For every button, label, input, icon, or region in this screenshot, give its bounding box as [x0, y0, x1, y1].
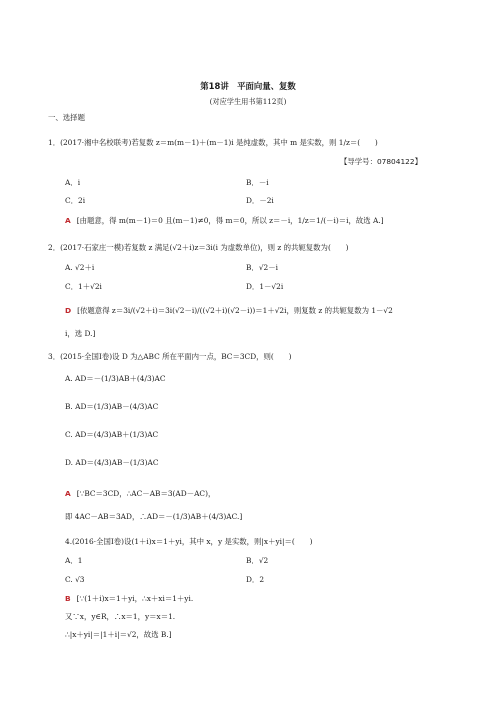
question-4-option-d: D．2	[246, 575, 265, 584]
page-subtitle: (对应学生用书第112页)	[209, 97, 287, 106]
question-4-answer: B	[65, 594, 71, 603]
question-3-option-c: C. AD＝(4/3)AB＋(1/3)AC	[65, 430, 159, 439]
question-4-option-a: A．1	[65, 556, 83, 565]
question-4-solution	[65, 594, 193, 604]
question-3-solution-line-2: 即 4AC－AB＝3AD，∴AD＝－(1/3)AB＋(4/3)AC.]	[65, 512, 243, 521]
question-2-option-a: A. √2＋i	[65, 263, 95, 272]
page-title: 第18讲 平面向量、复数	[200, 81, 296, 91]
question-3-solution-line-1: [∵BC＝3CD，∴AC－AB＝3(AD－AC)，	[76, 489, 216, 498]
question-1-solution	[65, 216, 384, 226]
question-1-answer: A	[65, 216, 71, 225]
question-1-option-d: D．－2i	[246, 196, 274, 205]
question-2-stem: 2．(2017·石家庄一模)若复数 z 满足(√2＋i)z＝3i(i 为虚数单位)，则 z 的共轭复数为( )	[48, 243, 349, 252]
question-3-option-b: B. AD＝(1/3)AB－(4/3)AC	[65, 402, 159, 411]
question-1-solution-text: [由题意，得 m(m－1)＝0 且(m－1)≠0，得 m＝0，所以 z＝－i，1/z＝1/(－i)＝i，故选 A.]	[76, 216, 384, 225]
question-4-solution-line-3: ∴|x＋yi|＝|1＋i|＝√2，故选 B.]	[65, 630, 172, 639]
question-1-option-a: A．i	[65, 178, 81, 187]
question-1-stem: 1．(2017·湘中名校联考)若复数 z＝m(m－1)＋(m－1)i 是纯虚数，其中 m 是实数，则 1/z＝( )	[48, 138, 378, 147]
question-3-option-a: A. AD＝－(1/3)AB＋(4/3)AC	[65, 374, 166, 383]
question-4-option-c: C. √3	[65, 575, 85, 584]
question-1-option-b: B．－i	[246, 178, 269, 187]
question-4-stem: 4.(2016·全国Ⅰ卷)设(1＋i)x＝1＋yi，其中 x，y 是实数，则|x＋yi|＝( )	[65, 537, 313, 546]
question-3-option-d: D. AD＝(4/3)AB－(1/3)AC	[65, 458, 159, 467]
question-2-option-b: B．√2－i	[246, 263, 278, 272]
question-2-option-c: C．1＋√2i	[65, 282, 102, 291]
question-3-stem: 3．(2015·全国Ⅰ卷)设 D 为△ABC 所在平面内一点，BC＝3CD，则( )	[48, 352, 292, 361]
question-3-solution	[65, 489, 215, 499]
question-2-solution-line-1: [依题意得 z＝3i/(√2＋i)＝3i(√2－i)/((√2＋i)(√2－i))＝1＋√2i，则复数 z 的共轭复数为 1－√2	[77, 306, 393, 315]
question-2-option-d: D．1－√2i	[246, 282, 284, 291]
question-2-solution	[65, 306, 393, 316]
question-4-option-b: B．√2	[246, 556, 269, 565]
question-2-answer: D	[65, 306, 72, 315]
question-3-answer: A	[65, 489, 71, 498]
section-heading: 一、选择题	[48, 113, 85, 122]
question-2-solution-line-2: i，选 D.]	[65, 329, 96, 338]
question-4-solution-line-1: [∵(1＋i)x＝1＋yi，∴x＋xi＝1＋yi.	[76, 594, 194, 603]
question-1-option-c: C．2i	[65, 196, 86, 205]
question-4-solution-line-2: 又∵x，y∈R，∴x＝1，y＝x＝1.	[65, 612, 176, 621]
guide-number: 【导学号：07804122】	[340, 157, 422, 166]
